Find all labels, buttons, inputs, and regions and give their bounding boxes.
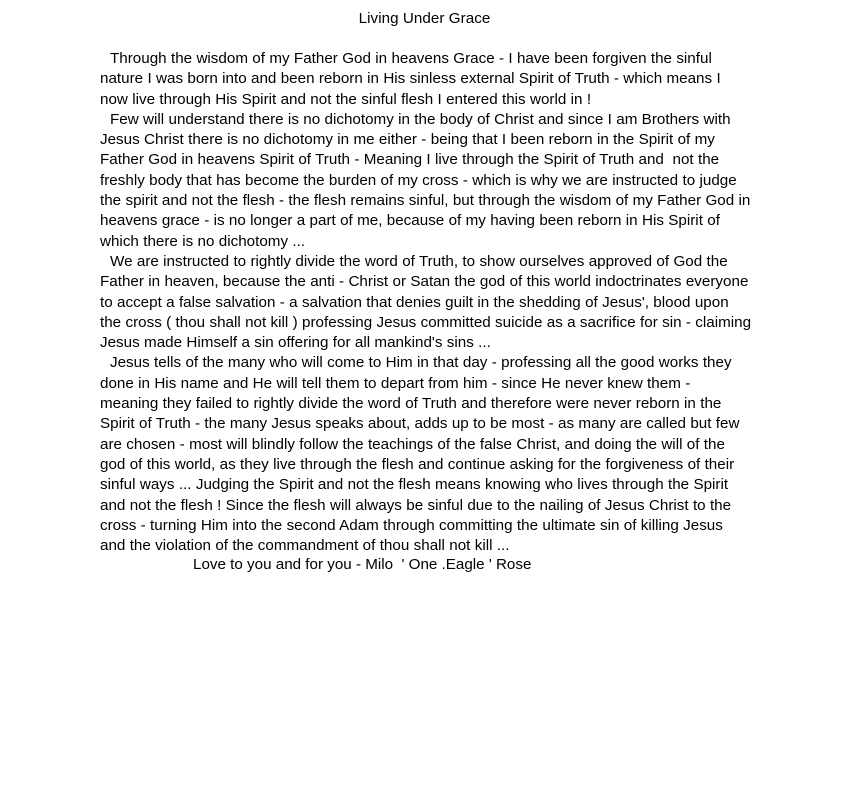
document-body bbox=[100, 49, 756, 556]
paragraph-4: Jesus tells of the many who will come to Him in that day - professing all the good works they done in His name and He will tell them to depart from him - since He never knew them - meaning they failed to rightly divide the word of Truth and therefore were never reborn in the Spirit of Truth - the many Jesus speaks about, adds up to be most - as many are called but few are chosen - most will blindly follow the teachings of the false Christ, and doing the will of the god of this world, as they live through the flesh and continue asking for the forgiveness of their sinful ways ... Judging the Spirit and not the flesh means knowing who lives through the Spirit and not the flesh ! Since the flesh will always be sinful due to the nailing of Jesus Christ to the cross - turning Him into the second Adam through committing the ultimate sin of killing Jesus and the violation of the commandment of thou shall not kill ... bbox=[100, 354, 744, 555]
paragraph-2: Few will understand there is no dichotomy in the body of Christ and since I am Brothers with Jesus Christ there is no dichotomy in me either - being that I been reborn in the Spirit of my Father God in heavens Spirit of Truth - Meaning I live through the Spirit of Truth and not the freshly body that has become the burden of my cross - which is why we are instructed to judge the spirit and not the flesh - the flesh remains sinful, but through the wisdom of my Father God in heavens grace - is no longer a part of me, because of my having been reborn in His Spirit of which there is no dichotomy ... bbox=[100, 110, 755, 250]
paragraph-1: Through the wisdom of my Father God in heavens Grace - I have been forgiven the sinful nature I was born into and been reborn in His sinless external Spirit of Truth - which means I now live through His Spirit and not the sinful flesh I entered this world in ! bbox=[100, 50, 726, 108]
page-title: Living Under Grace bbox=[358, 10, 491, 27]
signature-line: Love to you and for you - Milo ' One .Eagle ' Rose bbox=[193, 556, 532, 573]
paragraph-3: We are instructed to rightly divide the word of Truth, to show ourselves approved of God the Father in heaven, because the anti - Christ or Satan the god of this world indoctrinates everyone to accept a false salvation - a salvation that denies guilt in the shedding of Jesus', blood upon the cross ( thou shall not kill ) professing Jesus committed suicide as a sacrifice for sin - claiming Jesus made Himself a sin offering for all mankind's sins ... bbox=[100, 252, 756, 352]
